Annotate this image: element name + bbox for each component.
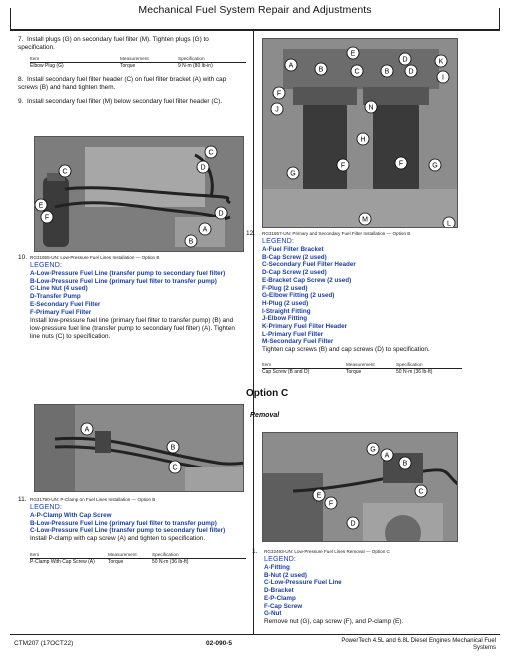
spec-table-2: Item Measurement Specification P-Clamp With Cap Screw (A) Torque 50 N·m (36 lb-ft) <box>30 552 246 565</box>
step-10: 10. RG31655-UN: Low-Pressure Fuel Lines Installation — Option B LEGEND: A-Low-Pressure Fuel Line (transfer pump to secondary fuel filter) B-Low-Pressure Fuel Line (primary fuel filter to transfer pump) C-Line Nut (4 used) D-Transfer Pump E-Secondary Fuel Filter F-Primary Fuel Filter Install low-pressure fuel line (primary fuel filter to transfer pump) (B) and low-pressure fuel line (transfer pump to secondary fuel filter) (A). Tighten line nuts (C) to specification. <box>18 254 246 341</box>
callout-a <box>381 449 393 461</box>
legend-item: D-Bracket <box>264 587 294 595</box>
svg-text:A: A <box>202 226 208 234</box>
legend-item: E-Bracket Cap Screw (2 used) <box>262 276 352 284</box>
callout-e <box>313 489 325 501</box>
callouts <box>263 39 458 228</box>
callout-d-1 <box>399 53 411 65</box>
svg-text:D: D <box>402 56 408 64</box>
legend-item: K-Primary Fuel Filter Header <box>262 323 348 331</box>
spec-table-1: Item Measurement Specification Elbow Plug (G) Torque 9 N·m (80 lb-in) <box>30 56 246 69</box>
footer-page-number: 02-090-5 <box>206 640 233 647</box>
svg-text:D: D <box>200 164 206 172</box>
callout-c <box>351 65 363 77</box>
svg-text:B: B <box>318 66 324 74</box>
legend-item: M-Secondary Fuel Filter <box>262 338 334 346</box>
legend-title: LEGEND: <box>30 262 63 269</box>
step-9: 9. Install secondary fuel filter (M) below secondary fuel filter header (C). <box>18 98 222 105</box>
svg-text:C: C <box>172 464 178 472</box>
step-instruction: Remove nut (G), cap screw (F), and P-clamp (E). <box>264 617 404 625</box>
callout-e <box>347 47 359 59</box>
svg-text:A: A <box>84 426 90 434</box>
svg-text:C: C <box>418 488 424 496</box>
figure-fuel-filter-installation <box>262 38 458 228</box>
svg-text:F: F <box>398 160 404 168</box>
callout-g-2 <box>429 159 441 171</box>
table-row: Cap Screw (B and D) Torque 50 N·m (36 lb-ft) <box>262 369 433 375</box>
svg-text:C: C <box>354 68 360 76</box>
legend-title: LEGEND: <box>264 556 297 563</box>
section-heading: Option C <box>246 388 289 399</box>
step-7: 7. Install plugs (G) on secondary fuel filter (M). Tighten plugs (G) to specification. <box>18 36 209 51</box>
figure-caption: RG32493-UN: Low-Pressure Fuel Lines Removal — Option C <box>264 549 390 554</box>
callout-b <box>399 457 411 469</box>
callout-g <box>367 443 379 455</box>
svg-text:C: C <box>208 149 214 157</box>
step-instruction: Tighten cap screws (B) and cap screws (D) to specification. <box>262 346 430 354</box>
callout-a <box>81 423 93 435</box>
svg-text:K: K <box>438 58 444 66</box>
callout-j <box>271 103 283 115</box>
svg-text:A: A <box>384 452 390 460</box>
callout-a <box>285 59 297 71</box>
svg-text:A: A <box>288 62 294 70</box>
svg-text:F: F <box>276 90 282 98</box>
legend-item: B-Low-Pressure Fuel Line (primary fuel filter to transfer pump) <box>30 519 217 527</box>
legend-item: E-P-Clamp <box>264 594 296 602</box>
callout-b-1 <box>315 63 327 75</box>
legend-item: H-Plug (2 used) <box>262 299 309 307</box>
footer-doc-id: CTM207 (17OCT22) <box>14 640 74 647</box>
page-title: Mechanical Fuel System Repair and Adjustments <box>138 4 372 16</box>
legend-item: D-Cap Screw (2 used) <box>262 269 327 277</box>
svg-text:G: G <box>370 446 376 454</box>
legend-item: D-Transfer Pump <box>30 293 81 301</box>
step-11: 11. RG31790-UN: P-Clamp on Fuel Lines Installation — Option B LEGEND: A-P-Clamp With Cap Screw B-Low-Pressure Fuel Line (primary fuel filter to transfer pump) C-Low-Pressure Fuel Line (transfer pump to secondary fuel filter) Install P-clamp with cap screw (A) and tighten to specification. <box>18 496 246 543</box>
legend-title: LEGEND: <box>30 504 63 511</box>
svg-text:N: N <box>368 104 374 112</box>
callout-k <box>435 55 447 67</box>
legend-item: C-Low-Pressure Fuel Line (transfer pump to secondary fuel filter) <box>30 527 226 535</box>
callout-f-1 <box>273 87 285 99</box>
svg-text:D: D <box>408 68 414 76</box>
svg-text:B: B <box>170 444 176 452</box>
step-1: 1. RG32493-UN: Low-Pressure Fuel Lines Removal — Option C LEGEND: A-Fitting B-Nut (2 used) C-Low-Pressure Fuel Line D-Bracket E-P-Clamp F-Cap Screw G-Nut Remove nut (G), cap screw (F), and P-clamp (E). <box>252 548 462 626</box>
legend-item: L-Primary Fuel Filter <box>262 330 324 338</box>
legend-item: F-Cap Screw <box>264 602 303 610</box>
figure-caption: RG31655-UN: Low-Pressure Fuel Lines Installation — Option B <box>30 255 160 260</box>
legend-item: I-Straight Fitting <box>262 307 311 315</box>
callout-c <box>169 461 181 473</box>
callout-c-1 <box>205 146 217 158</box>
svg-text:F: F <box>328 500 334 508</box>
legend-item: F-Primary Fuel Filter <box>30 308 92 316</box>
figure-p-clamp <box>34 404 244 492</box>
callout-f-2 <box>337 159 349 171</box>
svg-text:D: D <box>350 520 356 528</box>
footer-title: PowerTech 4.5L and 6.8L Diesel Engines Mechanical Fuel Systems <box>341 638 496 651</box>
callout-d-2 <box>405 65 417 77</box>
table-row: Elbow Plug (G) Torque 9 N·m (80 lb-in) <box>30 63 213 69</box>
legend-item: J-Elbow Fitting <box>262 315 308 323</box>
callout-f-3 <box>395 157 407 169</box>
callout-d-1 <box>197 161 209 173</box>
svg-text:E: E <box>316 492 322 500</box>
callout-f <box>41 211 53 223</box>
callout-i <box>437 71 449 83</box>
legend-item: C-Secondary Fuel Filter Header <box>262 261 356 269</box>
legend-item: A-Low-Pressure Fuel Line (transfer pump to secondary fuel filter) <box>30 270 226 277</box>
svg-text:B: B <box>188 238 194 246</box>
legend-item: C-Line Nut (4 used) <box>30 285 88 293</box>
callouts <box>35 405 244 492</box>
legend-item: F-Plug (2 used) <box>262 284 308 292</box>
legend-item: G-Elbow Fitting (2 used) <box>262 292 335 300</box>
step-12: 12. RG31657-UN: Primary and Secondary Fuel Filter Installation — Option B LEGEND: A-Fuel Filter Bracket B-Cap Screw (2 used) C-Secondary Fuel Filter Header D-Cap Screw (2 used) E-Bracket Cap Screw (2 used) F-Plug (2 used) G-Elbow Fitting (2 used) H-Plug (2 used) I-Straight Fitting J-Elbow Fitting K-Primary Fuel Filter Header L-Primary Fuel Filter M-Secondary Fuel Filter Tighten cap screws (B) and cap screws (D) to specification. <box>246 230 460 354</box>
legend-title: LEGEND: <box>262 238 295 245</box>
svg-text:C: C <box>62 168 68 176</box>
callout-c-2 <box>59 165 71 177</box>
legend-item: A-Fitting <box>264 564 290 571</box>
legend-item: B-Nut (2 used) <box>264 571 308 579</box>
figure-low-pressure-fuel-lines <box>34 136 244 252</box>
svg-text:B: B <box>402 460 408 468</box>
svg-text:E: E <box>38 202 44 210</box>
svg-text:F: F <box>44 214 50 222</box>
svg-text:L: L <box>447 220 451 228</box>
callout-b-2 <box>381 65 393 77</box>
callouts <box>35 137 244 252</box>
callout-b <box>167 441 179 453</box>
svg-text:H: H <box>360 136 366 144</box>
footer-rule <box>10 634 500 635</box>
callout-l <box>443 217 455 228</box>
callout-n <box>365 101 377 113</box>
step-8: 8. Install secondary fuel filter header (C) on fuel filter bracket (A) with cap screws (B) and hand tighten them. <box>18 76 227 91</box>
callout-d-2 <box>215 207 227 219</box>
legend-item: A-Fuel Filter Bracket <box>262 246 324 253</box>
callout-b <box>185 235 197 247</box>
legend-item: A-P-Clamp With Cap Screw <box>30 512 112 519</box>
svg-text:E: E <box>350 50 356 58</box>
callout-h <box>357 133 369 145</box>
legend-item: G-Nut <box>264 610 282 618</box>
callout-d <box>347 517 359 529</box>
figure-caption: RG31790-UN: P-Clamp on Fuel Lines Installation — Option B <box>30 497 156 502</box>
svg-text:M: M <box>362 216 368 224</box>
svg-text:B: B <box>384 68 390 76</box>
callout-g-1 <box>287 167 299 179</box>
legend-item: C-Low-Pressure Fuel Line <box>264 579 342 587</box>
callouts <box>263 433 458 542</box>
callout-c <box>415 485 427 497</box>
figure-caption: RG31657-UN: Primary and Secondary Fuel Filter Installation — Option B <box>262 231 411 236</box>
callout-m <box>359 213 371 225</box>
svg-text:J: J <box>275 106 279 114</box>
legend-item: B-Cap Screw (2 used) <box>262 253 327 261</box>
svg-text:I: I <box>442 74 444 82</box>
svg-text:G: G <box>432 162 438 170</box>
svg-text:D: D <box>218 210 224 218</box>
figure-fuel-lines-removal <box>262 432 458 542</box>
callout-a <box>199 223 211 235</box>
svg-text:G: G <box>290 170 296 178</box>
spec-table-3: Item Measurement Specification Cap Screw (B and D) Torque 50 N·m (36 lb-ft) <box>262 362 462 375</box>
subsection-heading: Removal <box>250 412 280 419</box>
callout-f <box>325 497 337 509</box>
svg-text:F: F <box>340 162 346 170</box>
step-instruction: Install low-pressure fuel line (primary fuel filter to transfer pump) (B) and low-pressure fuel line (transfer pump to secondary fuel filter) (A). Tighten line nuts (C) to specification. <box>30 317 235 341</box>
callout-e <box>35 199 47 211</box>
legend-item: E-Secondary Fuel Filter <box>30 300 101 308</box>
table-row: P-Clamp With Cap Screw (A) Torque 50 N·m (36 lb-ft) <box>30 559 189 565</box>
step-instruction: Install P-clamp with cap screw (A) and tighten to specification. <box>30 535 206 543</box>
legend-item: B-Low-Pressure Fuel Line (primary fuel filter to transfer pump) <box>30 277 217 285</box>
header-rule <box>10 30 500 31</box>
